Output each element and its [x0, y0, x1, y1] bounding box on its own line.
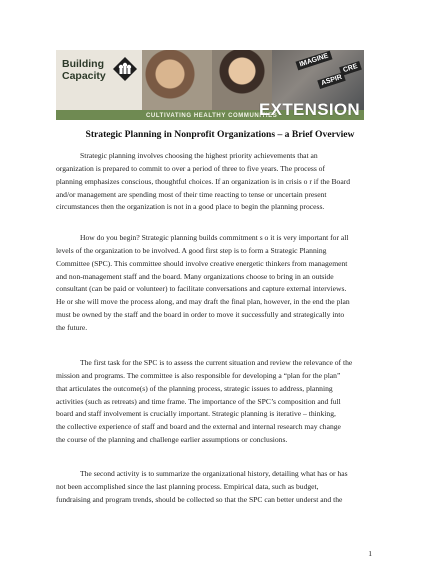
- paragraph-1: [56, 150, 376, 214]
- banner-photo-1: [142, 50, 212, 110]
- text-line: the collective experience of staff and board and the external and internal research may change: [56, 422, 341, 432]
- people-logo-icon: [112, 56, 138, 82]
- text-line: The first task for the SPC is to assess the current situation and review the relevance of the: [80, 358, 353, 367]
- banner-tagline: CULTIVATING HEALTHY COMMUNITIES: [146, 113, 278, 119]
- building-capacity-logo: [62, 58, 106, 82]
- text-line: the course of the planning and challenge earlier assumptions or conclusions.: [56, 435, 288, 445]
- header-banner: [56, 50, 364, 120]
- text-line: the future.: [56, 322, 88, 332]
- text-line: How do you begin? Strategic planning builds commitment s o it is very important for all: [80, 233, 349, 242]
- text-line: organization is prepared to commit to over a period of three to five years. The process of: [56, 163, 325, 173]
- logo-line-2: Capacity: [62, 70, 106, 82]
- text-line: circumstances then the organization is not in a good place to begin the planning process.: [56, 202, 325, 212]
- sign-aspire: ASPIR: [317, 72, 346, 89]
- paragraph-3: [56, 357, 376, 447]
- text-line: fundraising and program trends, should be collected so that the SPC can better underst and the: [56, 494, 343, 504]
- document-title: Strategic Planning in Nonprofit Organizations – a Brief Overview: [85, 129, 355, 140]
- text-line: board and staff involvement is crucially important. Strategic planning is iterative – thinking,: [56, 409, 336, 419]
- text-line: activities (such as retreats) and time frame. The importance of the SPC’s composition and full: [56, 396, 341, 406]
- extension-wordmark: EXTENSION: [259, 100, 360, 119]
- page-number: 1: [368, 549, 372, 558]
- paragraph-4: [56, 468, 376, 507]
- text-line: Strategic planning involves choosing the highest priority achievements that an: [80, 151, 318, 160]
- text-line: Committee (SPC). This committee should involve creative energetic thinkers from management: [56, 258, 348, 268]
- text-line: He or she will move the process along, and may draft the final plan, however, in the end the plan: [56, 297, 350, 307]
- text-line: levels of the organization to be involved. A good first step is to form a Strategic Planning: [56, 245, 327, 255]
- paragraph-2: [56, 232, 376, 335]
- sign-imagine: IMAGINE: [295, 51, 332, 71]
- text-line: must be owned by the staff and the board in order to move it successfully and strategically into: [56, 310, 345, 320]
- text-line: not been accomplished since the last planning process. Empirical data, such as budget,: [56, 481, 319, 491]
- text-line: that articulates the outcome(s) of the planning process, strategic issues to address, planning: [56, 383, 333, 393]
- text-line: The second activity is to summarize the organizational history, detailing what has or has: [80, 469, 348, 478]
- text-line: and/or management are spending most of their time reacting to tense or uncertain present: [56, 189, 327, 199]
- logo-line-1: Building: [62, 58, 104, 70]
- text-line: and non-management staff and the board. Many organizations choose to bring in an outside: [56, 271, 334, 281]
- text-line: mission and programs. The committee is also responsible for developing a “plan for the plan”: [56, 370, 341, 380]
- sign-cre: CRE: [339, 61, 362, 76]
- text-line: planning emphasizes conscious, thoughtful choices. If an organization is in crisis o r if the Board: [56, 176, 351, 186]
- text-line: consultant (can be paid or volunteer) to facilitate conversations and capture external interviews.: [56, 284, 347, 294]
